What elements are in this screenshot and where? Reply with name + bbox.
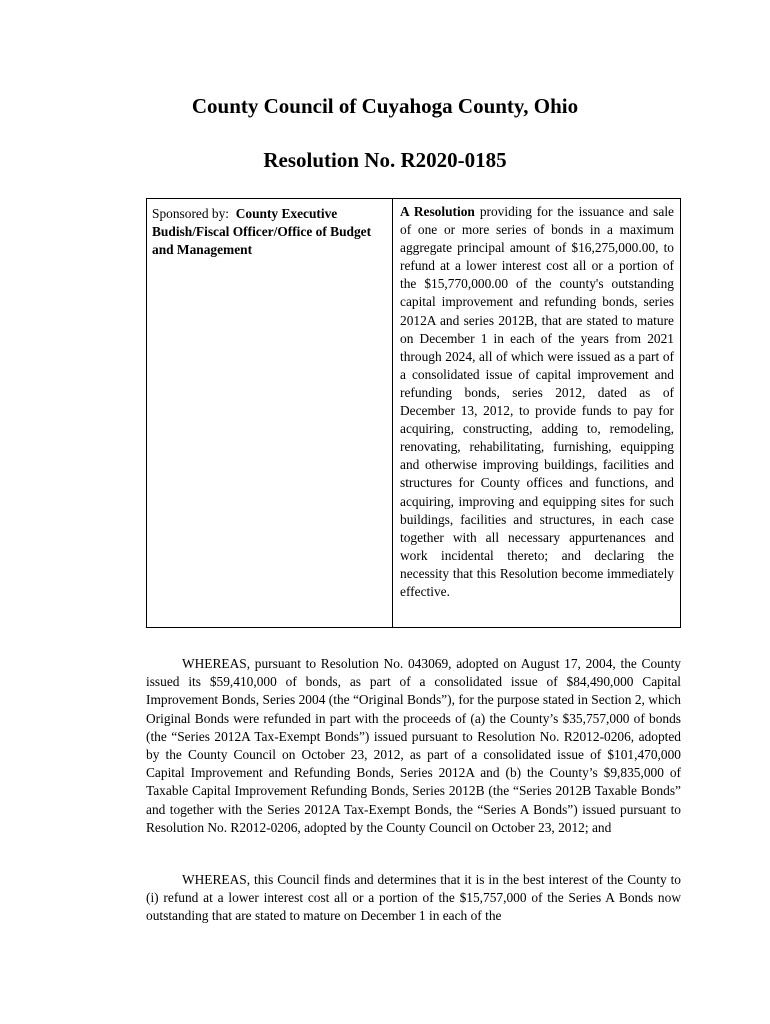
page-title: County Council of Cuyahoga County, Ohio [191,94,579,118]
sponsor-cell [147,199,393,627]
resolution-number: Resolution No. R2020-0185 [263,148,507,172]
resolution-summary-cell [393,199,680,627]
sponsor-prefix: Sponsored by: [152,206,229,221]
sponsor-name: County Executive Budish/Fiscal Officer/Office of Budget and Management [152,206,372,257]
whereas-paragraph-2: WHEREAS, this Council finds and determines that it is in the best interest of the County to (i) refund at a lower interest cost all or a portion of the $15,757,000 of the Series A Bonds now outstanding that are stated to mature on December 1 in each of the [146,872,681,924]
resolution-label: A Resolution [400,204,475,219]
whereas-paragraph-1: WHEREAS, pursuant to Resolution No. 043069, adopted on August 17, 2004, the County issued its $59,410,000 of bonds, as part of a consolidated issue of $84,490,000 Capital Improvement Bonds, Series 2004 (the “Original Bonds”), for the purpose stated in Section 2, which Original Bonds were refunded in part with the proceeds of (a) the County’s $35,757,000 of bonds (the “Series 2012A Tax-Exempt Bonds”) issued pursuant to Resolution No. R2012-0206, adopted by the County Council on October 23, 2012, as part of a consolidated issue of $101,470,000 Capital Improvement and Refunding Bonds, Series 2012A and (b) the County’s $9,835,000 of Taxable Capital Improvement Refunding Bonds, Series 2012B (the “Series 2012B Taxable Bonds” and together with the Series 2012A Tax-Exempt Bonds, the “Series A Bonds”) issued pursuant to Resolution No. R2012-0206, adopted by the County Council on October 23, 2012; and [146,656,681,835]
resolution-summary-text: providing for the issuance and sale of one or more series of bonds in a maximum aggregate principal amount of $16,275,000.00, to refund at a lower interest cost all or a portion of the $15,770,000.00 of the county's outstanding capital improvement and refunding bonds, series 2012A and series 2012B, that are stated to mature on December 1 in each of the years from 2021 through 2024, all of which were issued as a part of a consolidated issue of capital improvement and refunding bonds, series 2012, dated as of December 13, 2012, to provide funds to pay for acquiring, constructing, adding to, remodeling, renovating, rehabilitating, furnishing, equipping and otherwise improving buildings, facilities and structures for County offices and functions, and acquiring, improving and equipping sites for such buildings, facilities and structures, in each case together with all necessary appurtenances and work incidental thereto; and declaring the necessity that this Resolution become immediately effective. [400,204,674,599]
summary-box [146,198,681,628]
